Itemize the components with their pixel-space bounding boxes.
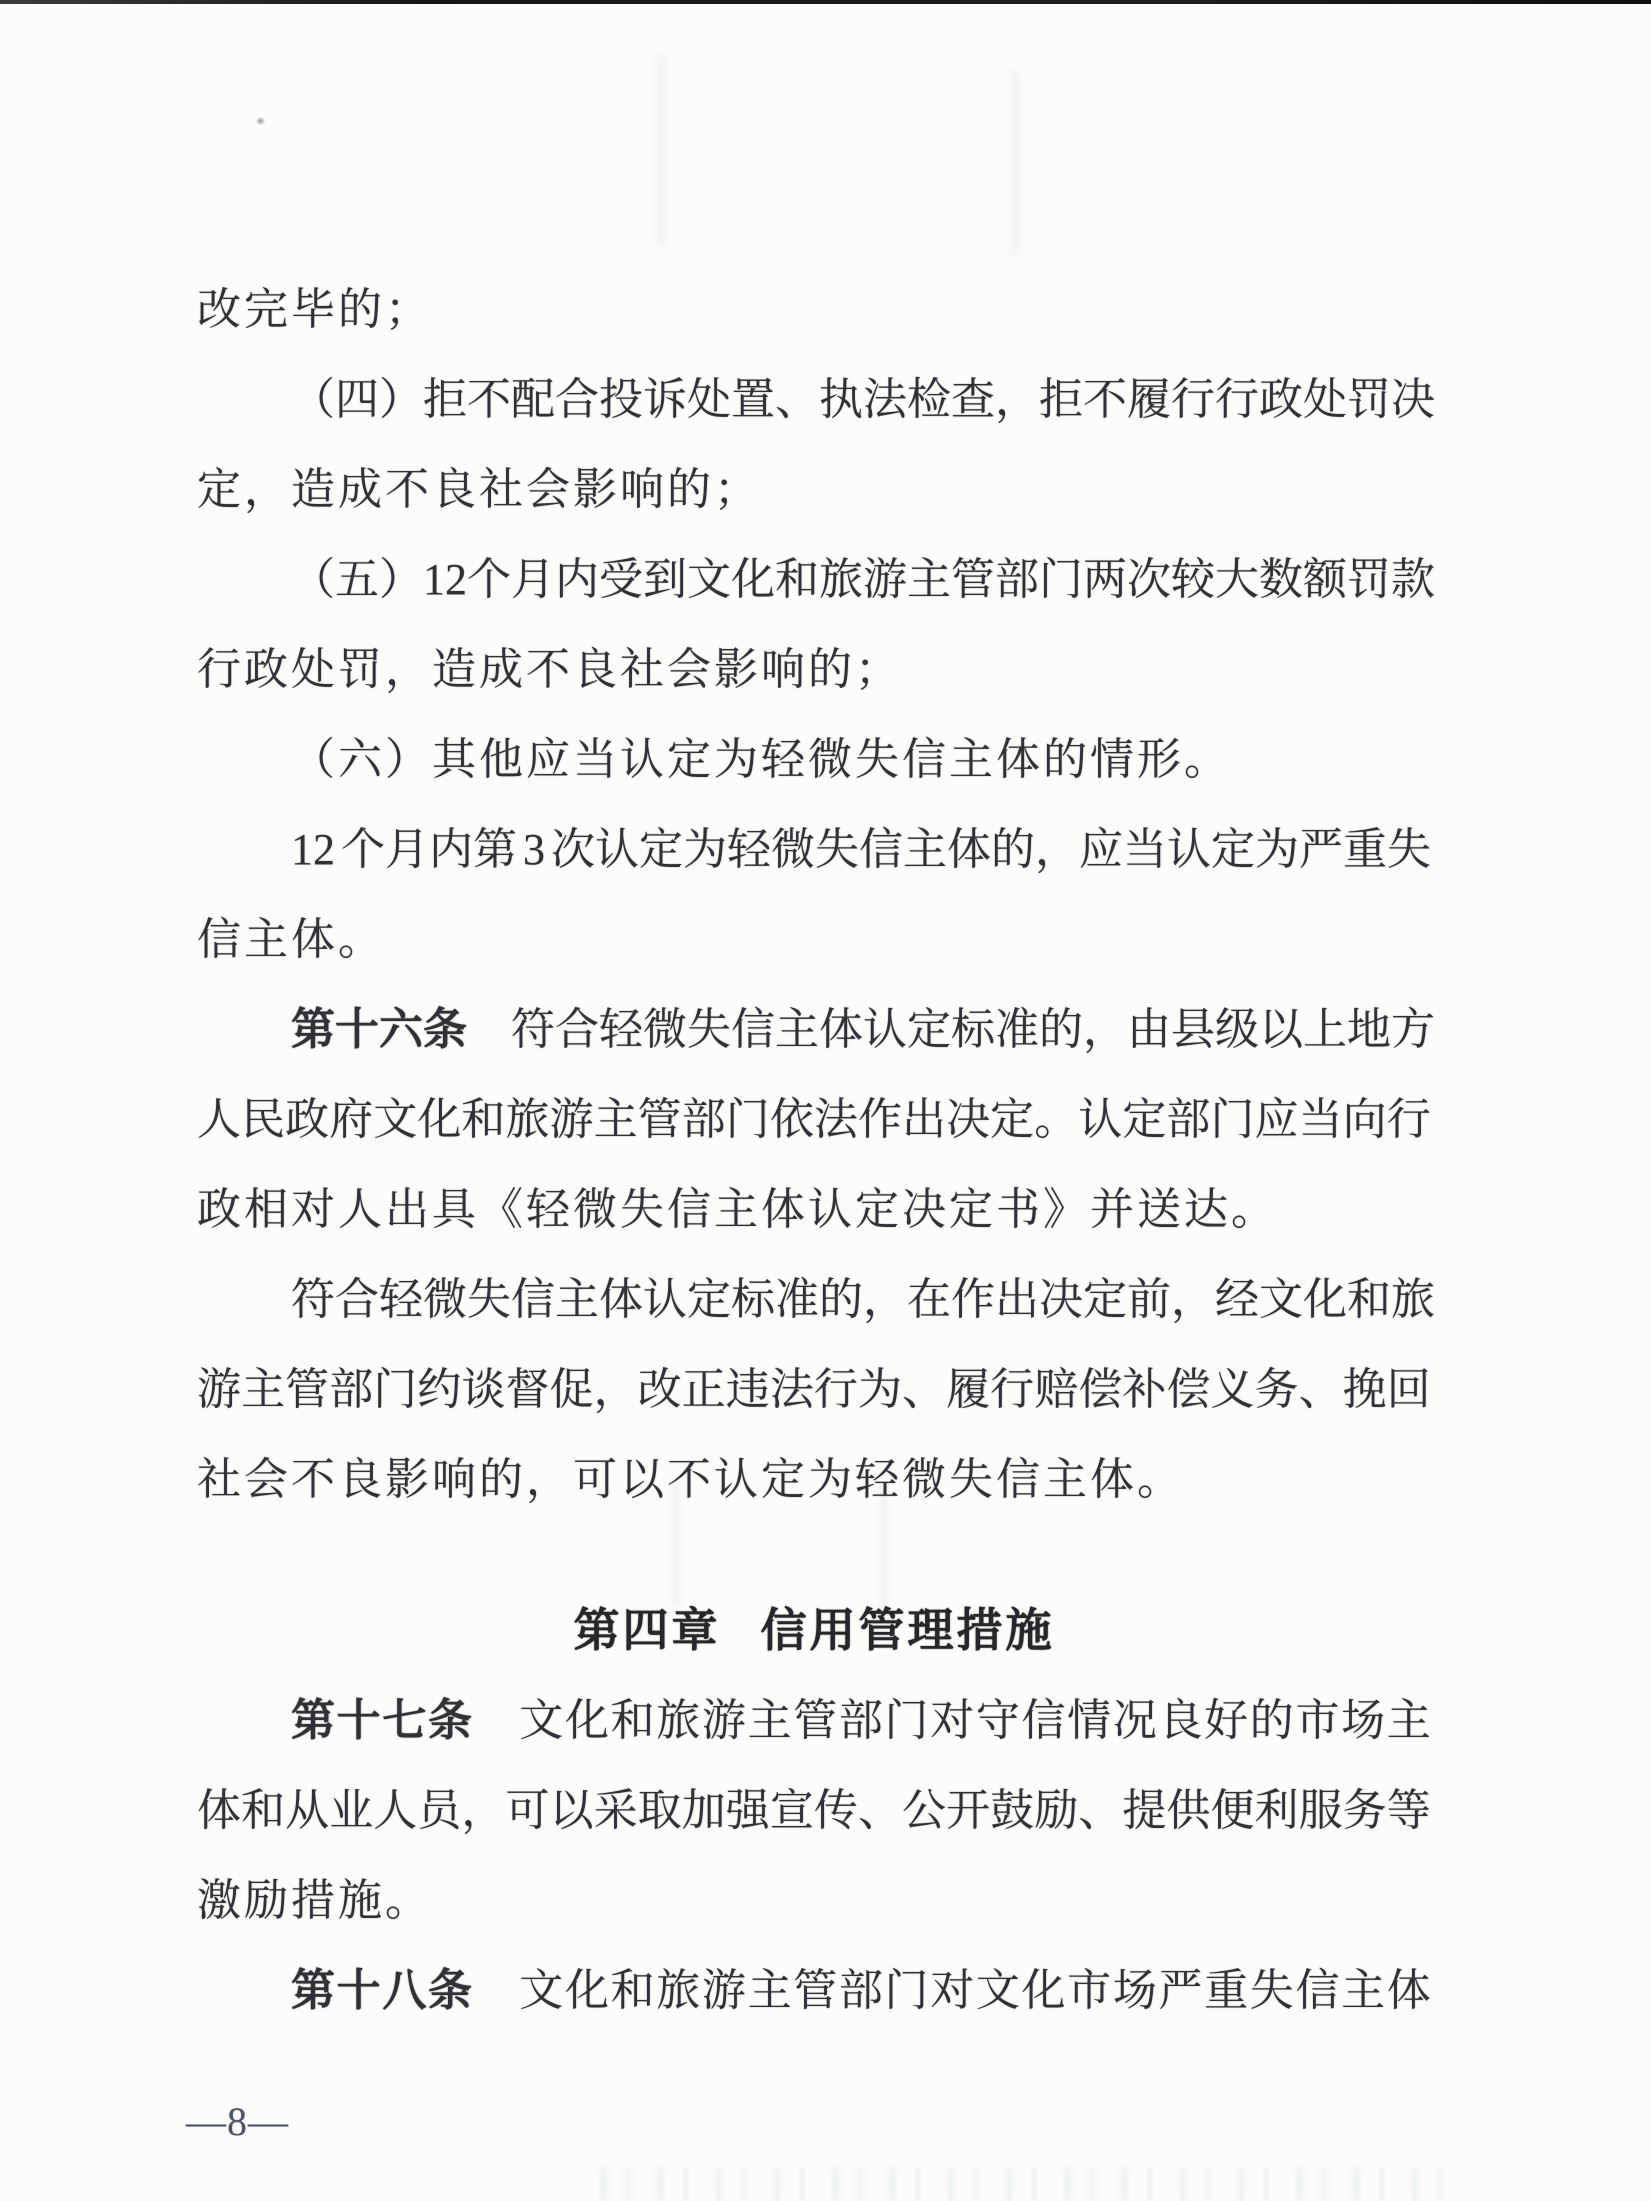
scan-streak-artifact xyxy=(1012,70,1019,255)
text-line: 人 民 政 府 文 化 和 旅 游 主 管 部 门 依 法 作 出 决 定 。 认 定 部 门 应 当 向 行 xyxy=(197,1095,1431,1144)
chapter-heading: 第 四 章 信 用 管 理 措 施 xyxy=(573,1605,1052,1656)
text-line: 游 主 管 部 门 约 谈 督 促 ， 改 正 违 法 行 为 、 履 行 赔 偿 补 偿 义 务 、 挽 回 xyxy=(197,1365,1431,1414)
page-number: —8— xyxy=(186,2099,289,2144)
text-line: 信 主 体 。 xyxy=(197,915,382,964)
scan-streak-artifact xyxy=(658,55,666,245)
text-line: 定 ， 造 成 不 良 社 会 影 响 的 ； xyxy=(197,465,758,514)
text-line: 符 合 轻 微 失 信 主 体 认 定 标 准 的 ， 在 作 出 决 定 前 ， 经 文 化 和 旅 xyxy=(291,1275,1435,1324)
text-line: （ 六 ） 其 他 应 当 认 定 为 轻 微 失 信 主 体 的 情 形 。 xyxy=(291,735,1228,784)
text-line: 第 十 八 条 文 化 和 旅 游 主 管 部 门 对 文 化 市 场 严 重 失 信 主 体 xyxy=(291,1966,1431,2015)
scan-top-edge-artifact xyxy=(0,0,1651,4)
text-line: （ 四 ） 拒 不 配 合 投 诉 处 置 、 执 法 检 查 ， 拒 不 履 行 行 政 处 罚 决 xyxy=(291,375,1435,424)
text-line: 1 2 个 月 内 第 3 次 认 定 为 轻 微 失 信 主 体 的 ， 应 当 认 定 为 严 重 失 xyxy=(291,825,1431,874)
text-line: 政 相 对 人 出 具 《 轻 微 失 信 主 体 认 定 决 定 书 》 并 送 达 。 xyxy=(197,1185,1275,1234)
scan-bleedthrough-artifact xyxy=(600,2168,1470,2201)
text-line: 社 会 不 良 影 响 的 ， 可 以 不 认 定 为 轻 微 失 信 主 体 。 xyxy=(197,1455,1181,1504)
text-line: 第 十 七 条 文 化 和 旅 游 主 管 部 门 对 守 信 情 况 良 好 的 市 场 主 xyxy=(291,1696,1431,1745)
text-line: （ 五 ） 1 2 个 月 内 受 到 文 化 和 旅 游 主 管 部 门 两 次 较 大 数 额 罚 款 xyxy=(291,555,1435,604)
text-line: 体 和 从 业 人 员 ， 可 以 采 取 加 强 宣 传 、 公 开 鼓 励 、 提 供 便 利 服 务 等 xyxy=(197,1786,1431,1835)
text-line: 行 政 处 罚 ， 造 成 不 良 社 会 影 响 的 ； xyxy=(197,645,899,694)
text-line: 改 完 毕 的 ； xyxy=(197,285,429,334)
scan-speck-artifact xyxy=(256,117,265,125)
text-line: 第 十 六 条 符 合 轻 微 失 信 主 体 认 定 标 准 的 ， 由 县 级 以 上 地 方 xyxy=(291,1005,1435,1054)
document-body xyxy=(197,265,1435,2036)
text-line: 激 励 措 施 。 xyxy=(197,1876,429,1925)
